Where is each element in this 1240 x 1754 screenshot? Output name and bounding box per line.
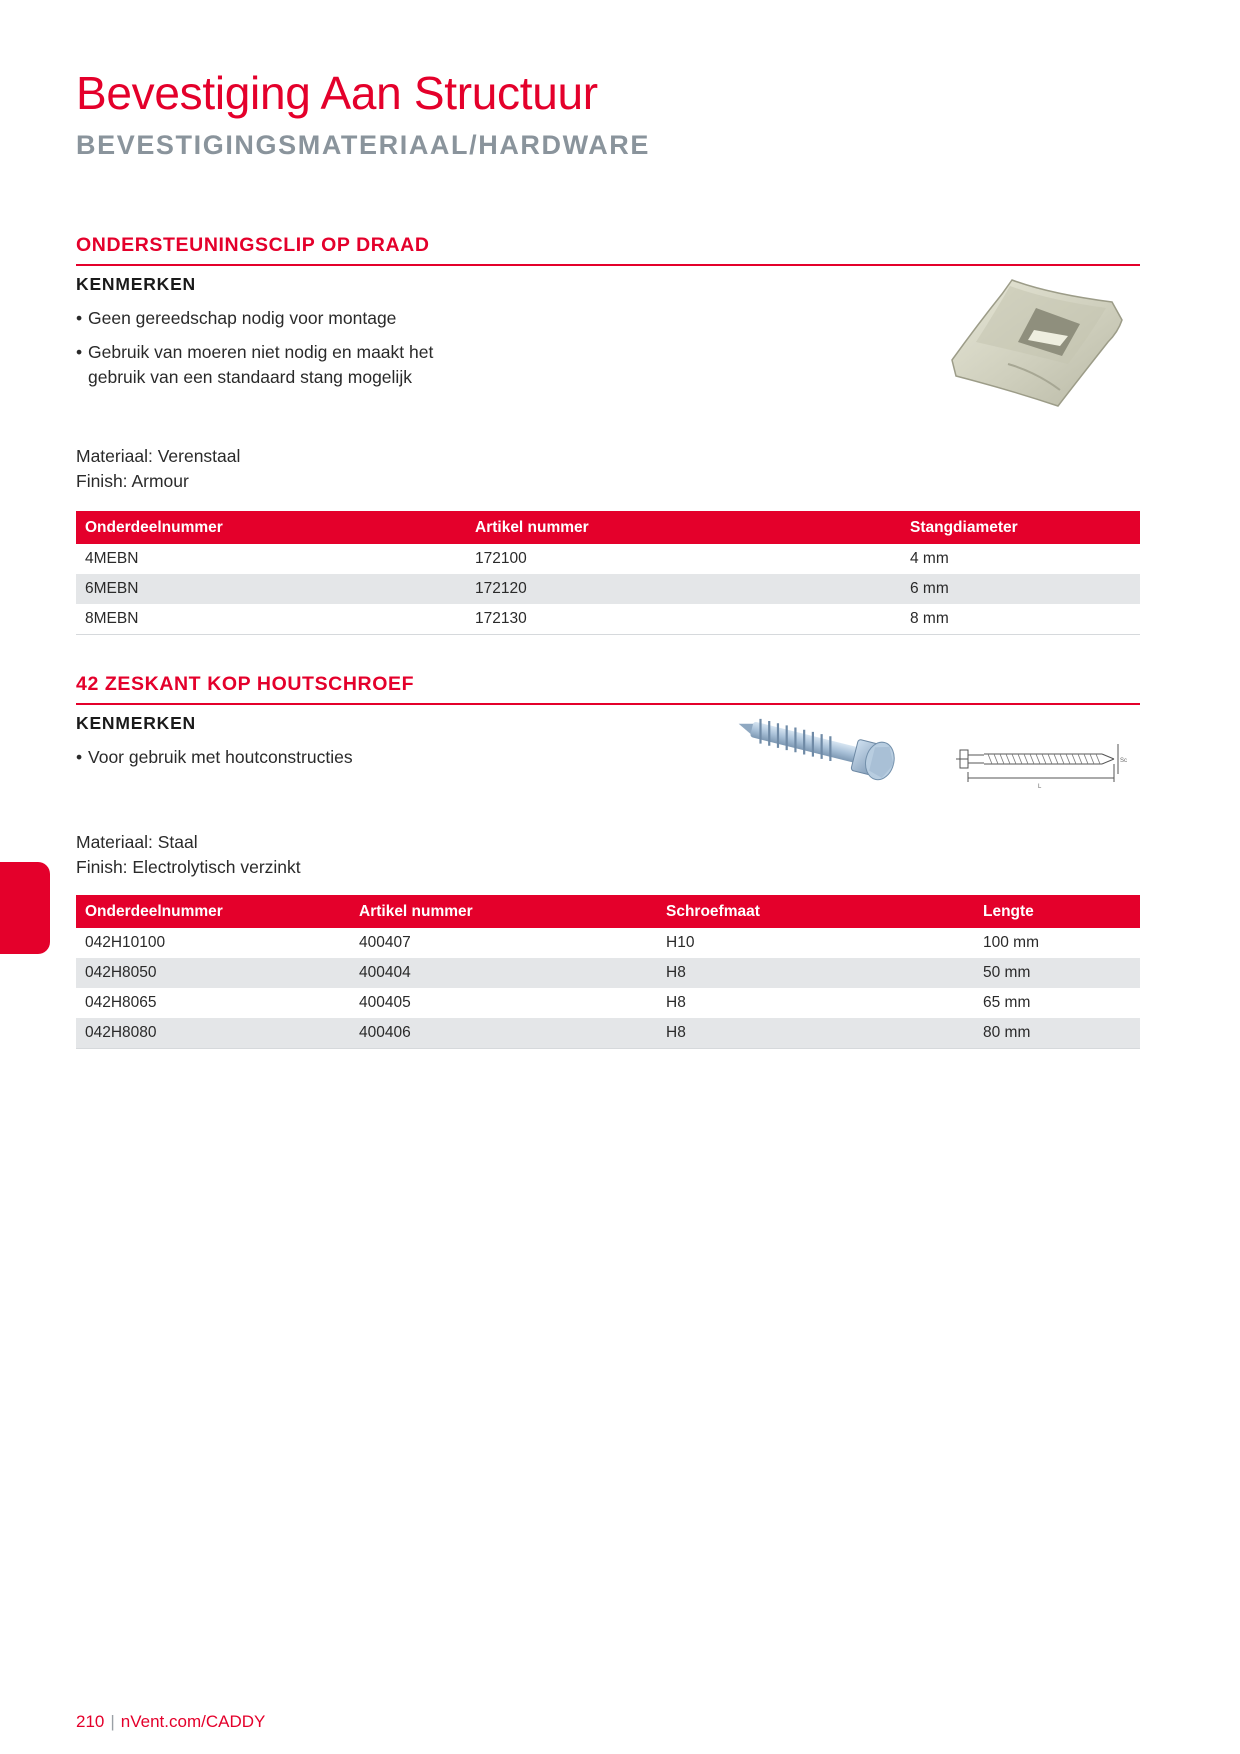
feature-list xyxy=(76,306,596,399)
features-heading: KENMERKEN xyxy=(76,713,196,733)
cell-article-number: 172100 xyxy=(475,550,527,567)
section-title-clip: ONDERSTEUNINGSCLIP OP DRAAD xyxy=(76,234,1140,266)
page-footer xyxy=(76,1712,265,1732)
cell-rod-diameter: 6 mm xyxy=(901,574,1140,604)
finish-text: Finish: Armour xyxy=(76,471,189,491)
cell-length: 65 mm xyxy=(983,994,1031,1011)
cell-article-number: 400404 xyxy=(350,958,657,988)
table-row xyxy=(76,574,1140,604)
table-row xyxy=(76,988,1140,1018)
table-row xyxy=(76,928,1140,958)
table-header-row xyxy=(76,511,1140,544)
cell-article-number: 400406 xyxy=(350,1018,657,1049)
cell-screw-size: H8 xyxy=(657,1018,974,1049)
page-subtitle: BEVESTIGINGSMATERIAAL/HARDWARE xyxy=(76,130,651,160)
cell-length: 100 mm xyxy=(983,934,1039,951)
material-text: Materiaal: Verenstaal xyxy=(76,446,241,466)
chapter-tab xyxy=(0,862,50,954)
column-header: Onderdeelnummer xyxy=(76,511,466,544)
page-title: Bevestiging Aan Structuur xyxy=(76,67,598,119)
diameter-label: Sc xyxy=(1120,758,1128,764)
cell-part-number: 6MEBN xyxy=(76,574,466,604)
feature-item: • Geen gereedschap nodig voor montage xyxy=(76,306,596,331)
hex-wood-screw-image xyxy=(728,716,908,806)
product-table-clip xyxy=(76,511,1140,635)
cell-screw-size: H8 xyxy=(666,994,686,1011)
cell-part-number: 042H10100 xyxy=(85,934,166,951)
cell-rod-diameter: 4 mm xyxy=(910,550,949,567)
cell-rod-diameter: 8 mm xyxy=(901,604,1140,635)
cell-article-number: 400405 xyxy=(359,994,411,1011)
column-header: Artikel nummer xyxy=(466,511,901,544)
column-header: Artikel nummer xyxy=(350,895,657,928)
table-header-row xyxy=(76,895,1140,928)
section-title-screw: 42 ZESKANT KOP HOUTSCHROEF xyxy=(76,673,1140,705)
cell-screw-size: H10 xyxy=(666,934,695,951)
cell-part-number: 042H8080 xyxy=(76,1018,350,1049)
footer-site-link[interactable]: nVent.com/CADDY xyxy=(120,1712,266,1731)
table-row xyxy=(76,1018,1140,1049)
material-text: Materiaal: Staal xyxy=(76,832,198,852)
finish-text: Finish: Electrolytisch verzinkt xyxy=(76,857,301,877)
table-row xyxy=(76,958,1140,988)
table-row xyxy=(76,544,1140,574)
column-header: Onderdeelnummer xyxy=(76,895,350,928)
cell-length: 80 mm xyxy=(974,1018,1140,1049)
table-row xyxy=(76,604,1140,635)
feature-item: • Gebruik van moeren niet nodig en maakt het gebruik van een standaard stang mogelijk xyxy=(76,340,488,390)
cell-article-number: 172120 xyxy=(466,574,901,604)
cell-part-number: 4MEBN xyxy=(85,550,139,567)
cell-part-number: 8MEBN xyxy=(76,604,466,635)
cell-article-number: 400407 xyxy=(359,934,411,951)
length-label: L xyxy=(1038,784,1042,790)
column-header: Lengte xyxy=(974,895,1140,928)
screw-dimension-drawing xyxy=(954,740,1130,792)
support-clip-image xyxy=(950,272,1130,412)
cell-part-number: 042H8065 xyxy=(85,994,157,1011)
cell-length: 50 mm xyxy=(974,958,1140,988)
column-header: Stangdiameter xyxy=(901,511,1140,544)
features-heading: KENMERKEN xyxy=(76,274,196,294)
product-table-screw xyxy=(76,895,1140,1049)
column-header: Schroefmaat xyxy=(657,895,974,928)
feature-list xyxy=(76,745,596,779)
cell-article-number: 172130 xyxy=(466,604,901,635)
cell-screw-size: H8 xyxy=(657,958,974,988)
page-number: 210 xyxy=(76,1712,105,1731)
cell-part-number: 042H8050 xyxy=(76,958,350,988)
footer-separator: | xyxy=(110,1712,115,1731)
feature-item: • Voor gebruik met houtconstructies xyxy=(76,745,596,770)
